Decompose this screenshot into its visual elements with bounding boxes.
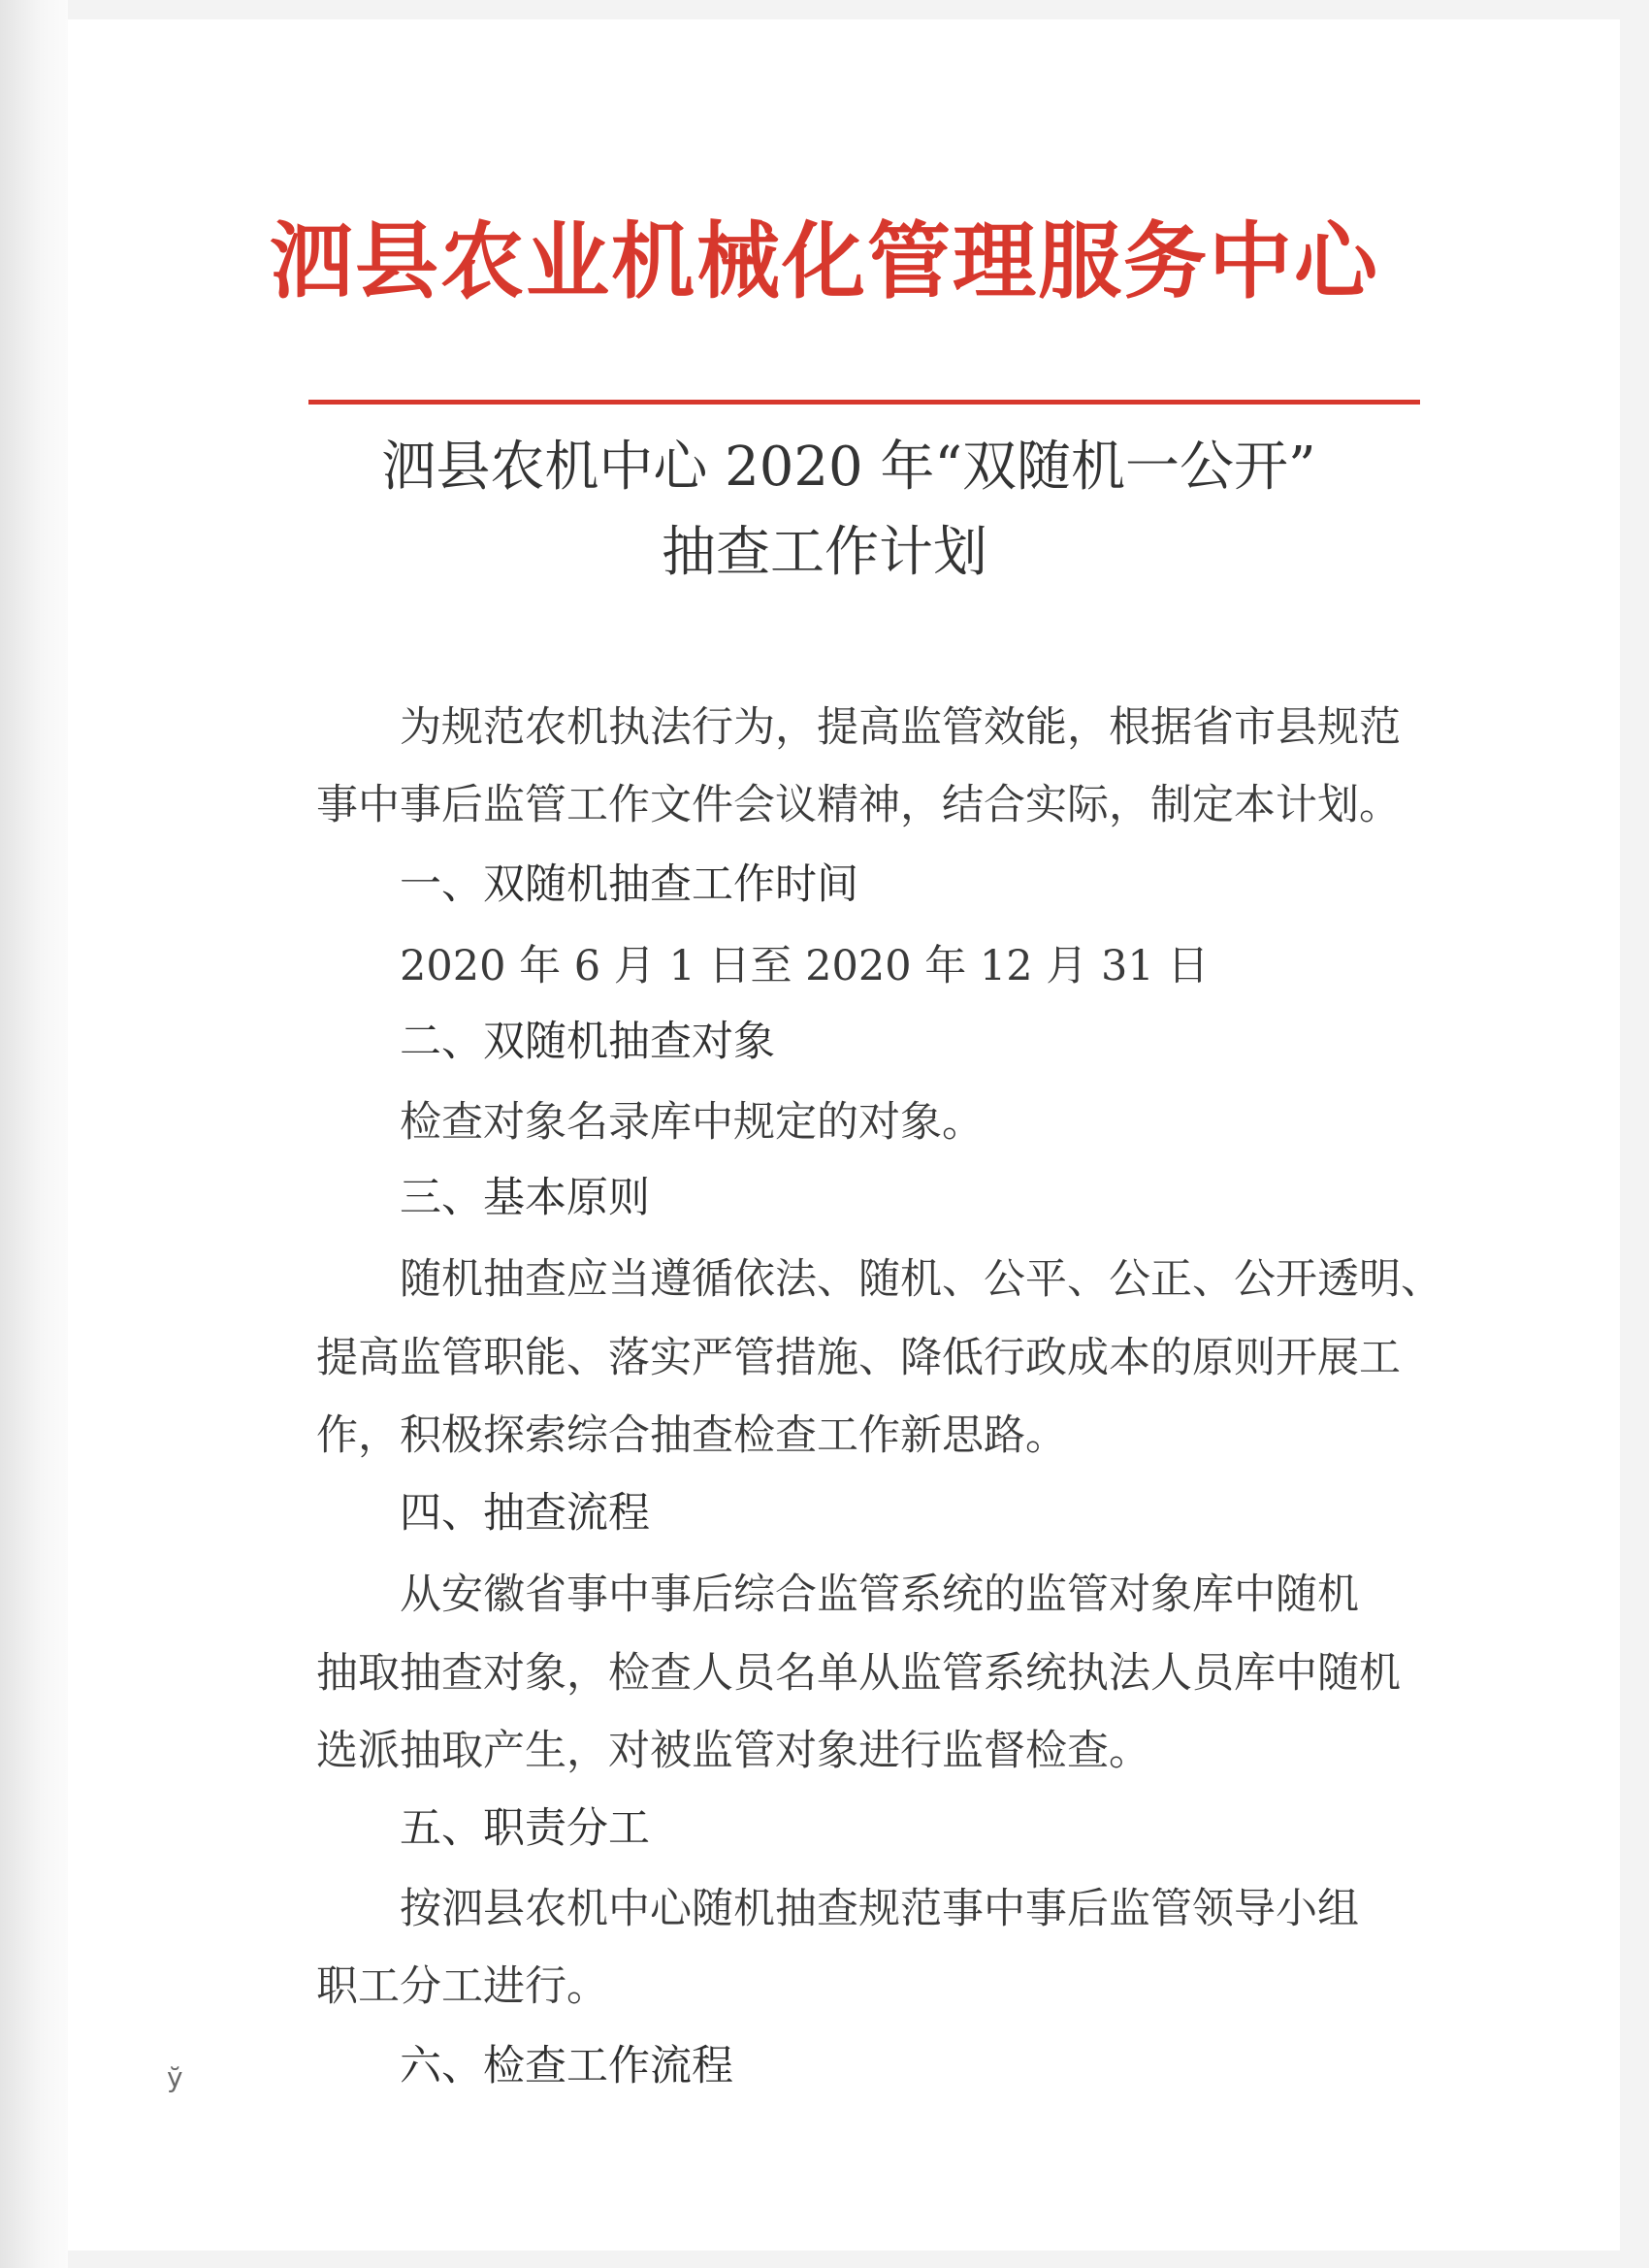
section-3-line-2: 提高监管职能、落实严管措施、降低行政成本的原则开展工 — [316, 1334, 1401, 1382]
letterhead-org-name: 泗县农业机械化管理服务中心 — [270, 213, 1379, 310]
section-4-line-2: 抽取抽查对象，检查人员名单从监管系统执法人员库中随机 — [316, 1649, 1401, 1698]
intro-line-2: 事中事后监管工作文件会议精神，结合实际，制定本计划。 — [316, 781, 1401, 829]
document-title-line-2: 抽查工作计划 — [662, 521, 987, 584]
intro-line-1: 为规范农机执法行为，提高监管效能，根据省市县规范 — [400, 703, 1401, 752]
section-5-line-1: 按泗县农机中心随机抽查规范事中事后监管领导小组 — [400, 1885, 1359, 1933]
document-title-line-1: 泗县农机中心 2020 年“双随机一公开” — [381, 436, 1316, 499]
section-3-line-3: 作，积极探索综合抽查检查工作新思路。 — [316, 1411, 1067, 1460]
section-2-line-1: 检查对象名录库中规定的对象。 — [400, 1098, 984, 1147]
section-1-line-1: 2020 年 6 月 1 日至 2020 年 12 月 31 日 — [400, 942, 1210, 990]
section-5-heading: 五、职责分工 — [400, 1804, 650, 1853]
scan-edge-shadow — [0, 0, 68, 2268]
section-6-heading: 六、检查工作流程 — [400, 2042, 733, 2090]
section-3-heading: 三、基本原则 — [400, 1174, 650, 1222]
section-1-heading: 一、双随机抽查工作时间 — [400, 860, 858, 909]
letterhead-red-rule — [308, 400, 1420, 405]
section-4-heading: 四、抽查流程 — [400, 1489, 650, 1538]
section-3-line-1: 随机抽查应当遵循依法、随机、公平、公正、公开透明、 — [400, 1255, 1442, 1304]
section-4-line-3: 选派抽取产生，对被监管对象进行监督检查。 — [316, 1727, 1150, 1775]
section-2-heading: 二、双随机抽查对象 — [400, 1018, 775, 1066]
margin-ink-mark: ў — [167, 2061, 183, 2093]
section-5-line-2: 职工分工进行。 — [316, 1962, 608, 2011]
section-4-line-1: 从安徽省事中事后综合监管系统的监管对象库中随机 — [400, 1571, 1359, 1619]
